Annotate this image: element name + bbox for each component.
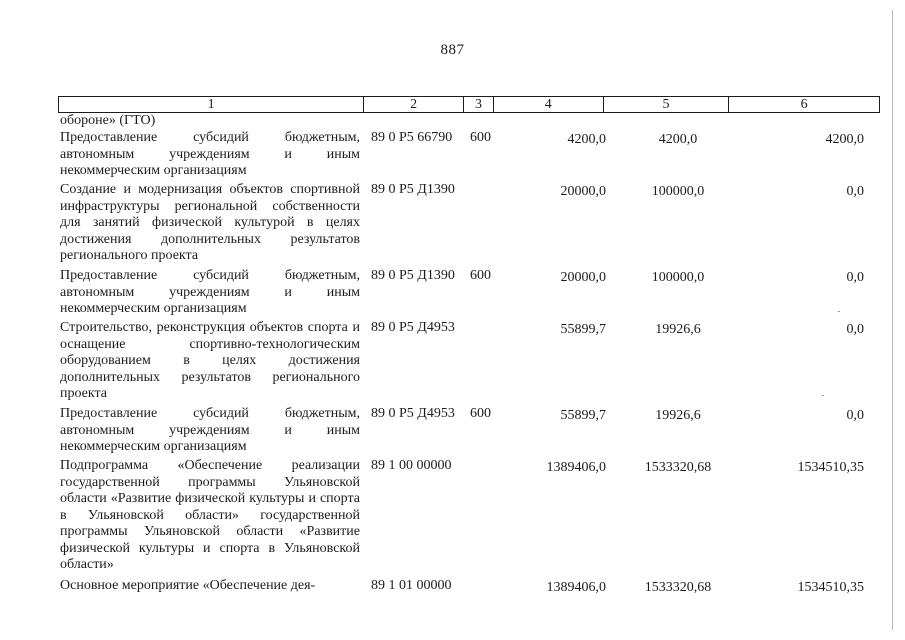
row-value-6: 0,0: [846, 322, 864, 337]
table-header: [58, 96, 880, 113]
row-value-4: 1389406,0: [546, 460, 606, 475]
table-row: [58, 113, 880, 130]
page-number: 887: [440, 42, 465, 58]
row-value-5: 1533320,68: [644, 580, 712, 595]
column-header-4: 4: [494, 97, 604, 112]
row-value-5: 4200,0: [658, 132, 698, 147]
table-row: [58, 320, 880, 406]
table-row: [58, 578, 880, 598]
scan-speck: [838, 311, 840, 312]
row-value-6: 0,0: [846, 408, 864, 423]
row-name: Подпрограмма «Обеспечение реализации государственной программы Ульяновской области «Развитие физической культуры и спорта в Ульяновской области» государственной программы Ульяновской области «Развитие физической культуры и спорта в Ульяновской области»: [60, 458, 360, 572]
row-value-4: 20000,0: [560, 184, 606, 199]
row-value-4: 4200,0: [567, 132, 606, 147]
row-code: 89 0 P5 Д4953: [371, 320, 455, 335]
budget-table-body: [58, 113, 880, 598]
table-row: [58, 182, 880, 268]
row-value-5: 19926,6: [655, 322, 701, 337]
row-code: 89 0 P5 66790: [371, 130, 453, 145]
table-row: [58, 130, 880, 182]
row-value-6: 0,0: [846, 184, 864, 199]
row-name: Предоставление субсидий бюджетным, автономным учреждениям и иным некоммерческим организациям: [60, 406, 360, 454]
row-value-6: 1534510,35: [797, 580, 864, 595]
row-code: 89 0 P5 Д1390: [371, 268, 455, 283]
row-value-4: 55899,7: [560, 322, 606, 337]
row-type: 600: [470, 406, 491, 421]
row-value-4: 20000,0: [560, 270, 606, 285]
column-header-5: 5: [604, 97, 730, 112]
column-header-2: 2: [364, 97, 464, 112]
row-name: Создание и модернизация объектов спортивной инфраструктуры региональной собственности для занятий физической культурой в целях достижения дополнительных результатов регионального проекта: [60, 182, 360, 263]
row-name: Предоставление субсидий бюджетным, автономным учреждениям и иным некоммерческим организациям: [60, 268, 360, 316]
column-header-1: 1: [59, 97, 364, 112]
row-value-4: 55899,7: [560, 408, 606, 423]
table-row: [58, 406, 880, 458]
row-code: 89 1 00 00000: [371, 458, 452, 473]
row-code: 89 0 P5 Д1390: [371, 182, 455, 197]
row-value-4: 1389406,0: [546, 580, 606, 595]
table-row: [58, 268, 880, 320]
row-value-5: 1533320,68: [644, 460, 712, 475]
row-value-5: 19926,6: [655, 408, 701, 423]
scan-speck: [822, 395, 824, 396]
row-value-5: 100000,0: [651, 270, 705, 285]
row-value-6: 4200,0: [825, 132, 864, 147]
column-header-3: 3: [464, 97, 494, 112]
row-name: Предоставление субсидий бюджетным, автономным учреждениям и иным некоммерческим организациям: [60, 130, 360, 178]
column-header-6: 6: [800, 97, 808, 112]
row-code: 89 1 01 00000: [371, 578, 452, 593]
scan-edge-line: [892, 10, 893, 630]
row-name: обороне» (ГТО): [60, 113, 156, 128]
row-code: 89 0 P5 Д4953: [371, 406, 455, 421]
row-name: Строительство, реконструкция объектов спорта и оснащение спортивно-технологическим оборудованием в целях достижения дополнительных результатов регионального проекта: [60, 320, 360, 401]
row-type: 600: [470, 268, 491, 283]
row-type: 600: [470, 130, 491, 145]
table-row: [58, 458, 880, 578]
row-value-6: 1534510,35: [797, 460, 864, 475]
row-value-6: 0,0: [846, 270, 864, 285]
row-name: Основное мероприятие «Обеспечение дея-: [60, 578, 316, 593]
row-value-5: 100000,0: [651, 184, 705, 199]
